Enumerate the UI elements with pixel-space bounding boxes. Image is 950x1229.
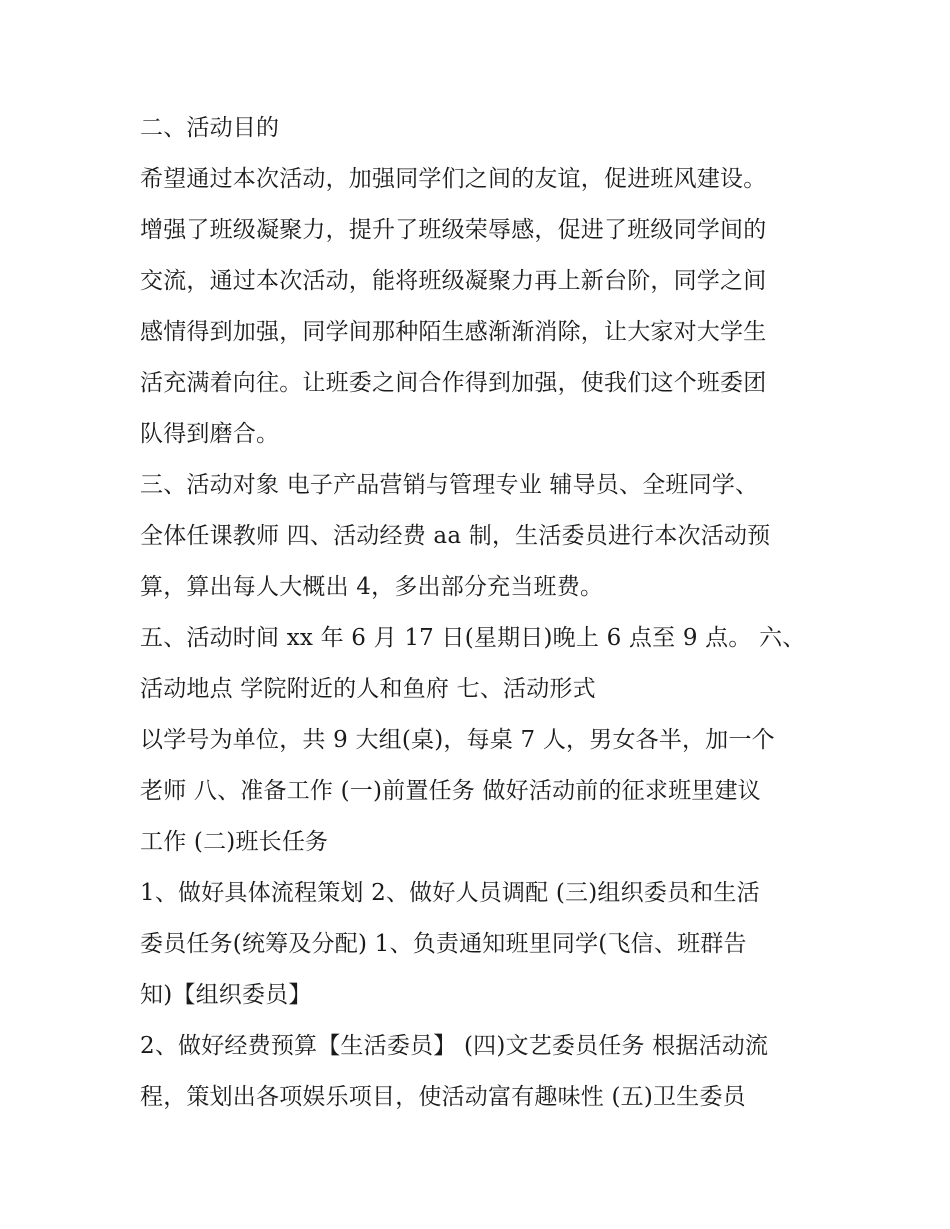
text-line: 三、活动对象 电子产品营销与管理专业 辅导员、全班同学、 bbox=[140, 472, 759, 498]
text-line: 增强了班级凝聚力，提升了班级荣辱感，促进了班级同学间的 bbox=[140, 217, 767, 243]
text-line: 希望通过本次活动，加强同学们之间的友谊，促进班风建设。 bbox=[140, 166, 767, 192]
text-line: 活充满着向往。让班委之间合作得到加强，使我们这个班委团 bbox=[140, 370, 767, 396]
text-line: 感情得到加强，同学间那种陌生感渐渐消除，让大家对大学生 bbox=[140, 319, 767, 345]
section-heading-purpose: 二、活动目的 bbox=[140, 115, 280, 141]
text-line: 以学号为单位，共 9 大组(桌)，每桌 7 人，男女各半，加一个 bbox=[140, 727, 775, 753]
document-body bbox=[140, 108, 830, 1128]
text-line: 工作 (二)班长任务 bbox=[140, 829, 329, 855]
text-line: 知)【组织委员】 bbox=[140, 982, 312, 1008]
text-line: 委员任务(统筹及分配) 1、负责通知班里同学(飞信、班群告 bbox=[140, 931, 747, 957]
text-line: 全体任课教师 四、活动经费 aa 制，生活委员进行本次活动预 bbox=[140, 523, 771, 549]
text-line: 活动地点 学院附近的人和鱼府 七、活动形式 bbox=[140, 676, 596, 702]
text-line: 2、做好经费预算【生活委员】 (四)文艺委员任务 根据活动流 bbox=[140, 1033, 769, 1059]
text-line: 老师 八、准备工作 (一)前置任务 做好活动前的征求班里建议 bbox=[140, 778, 761, 804]
text-line: 交流，通过本次活动，能将班级凝聚力再上新台阶，同学之间 bbox=[140, 268, 767, 294]
text-line: 队得到磨合。 bbox=[140, 421, 280, 447]
text-line: 算，算出每人大概出 4，多出部分充当班费。 bbox=[140, 574, 604, 600]
text-line: 1、做好具体流程策划 2、做好人员调配 (三)组织委员和生活 bbox=[140, 880, 760, 906]
text-line: 程，策划出各项娱乐项目，使活动富有趣味性 (五)卫生委员 bbox=[140, 1084, 746, 1110]
text-line: 五、活动时间 xx 年 6 月 17 日(星期日)晚上 6 点至 9 点。 六、 bbox=[140, 625, 806, 651]
